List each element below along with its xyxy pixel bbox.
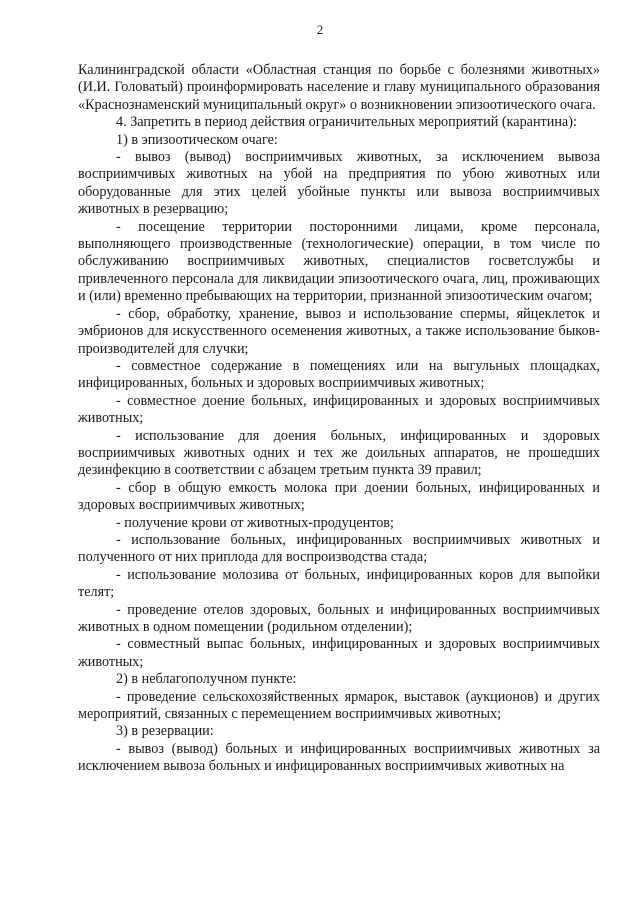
paragraph: - вывоз (вывод) больных и инфицированных восприимчивых животных за исключением вывоза больных и инфицированных восприимчивых животных на xyxy=(78,740,600,775)
paragraph: - сбор, обработку, хранение, вывоз и использование спермы, яйцеклеток и эмбрионов для искусственного осеменения животных, а также использование быков-производителей для случки; xyxy=(78,305,600,357)
paragraph: - использование молозива от больных, инфицированных коров для выпойки телят; xyxy=(78,566,600,601)
paragraph: 3) в резервации: xyxy=(116,723,214,740)
paragraph: - совместное доение больных, инфицированных и здоровых восприимчивых животных; xyxy=(78,392,600,427)
paragraph: Калининградской области «Областная станция по борьбе с болезнями животных» (И.И. Головатый) проинформировать население и главу муниципального образования «Краснознаменский муниципальный округ» о возникновении эпизоотического очага. xyxy=(78,62,600,113)
paragraph: - проведение сельскохозяйственных ярмарок, выставок (аукционов) и других мероприятий, связанных с перемещением восприимчивых животных; xyxy=(78,688,600,723)
paragraph: - получение крови от животных-продуцентов; xyxy=(116,514,394,531)
page-number: 2 xyxy=(316,22,324,37)
paragraph: - посещение территории посторонними лицами, кроме персонала, выполняющего производственные (технологические) операции, в том числе по обслуживанию восприимчивых животных, специалистов госветслужбы и привлеченного персонала для ликвидации эпизоотического очага, лиц, проживающих и (или) временно пребывающих на территории, признанной эпизоотическим очагом; xyxy=(78,218,600,305)
paragraph: - совместное содержание в помещениях или на выгульных площадках, инфицированных, больных и здоровых восприимчивых животных; xyxy=(78,357,600,392)
document-body xyxy=(78,62,600,776)
paragraph: - совместный выпас больных, инфицированных и здоровых восприимчивых животных; xyxy=(78,636,600,670)
paragraph: 2) в неблагополучном пункте: xyxy=(116,671,297,688)
paragraph: - использование больных, инфицированных восприимчивых животных и полученного от них приплода для воспроизводства стада; xyxy=(78,531,600,566)
paragraph: - сбор в общую емкость молока при доении больных, инфицированных и здоровых восприимчивых животных; xyxy=(78,479,600,514)
paragraph: - вывоз (вывод) восприимчивых животных, за исключением вывоза восприимчивых животных на убой на предприятия по убою животных или оборудованные для этих целей убойные пункты или вывоза восприимчивых животных в резервацию; xyxy=(78,149,600,218)
paragraph: - использование для доения больных, инфицированных и здоровых восприимчивых животных одних и тех же доильных аппаратов, не прошедших дезинфекцию в соответствии с абзацем третьим пункта 39 правил; xyxy=(78,427,600,479)
paragraph: - проведение отелов здоровых, больных и инфицированных восприимчивых животных в одном помещении (родильном отделении); xyxy=(78,601,600,635)
paragraph: 4. Запретить в период действия ограничительных мероприятий (карантина): xyxy=(116,114,577,131)
paragraph: 1) в эпизоотическом очаге: xyxy=(116,131,278,148)
